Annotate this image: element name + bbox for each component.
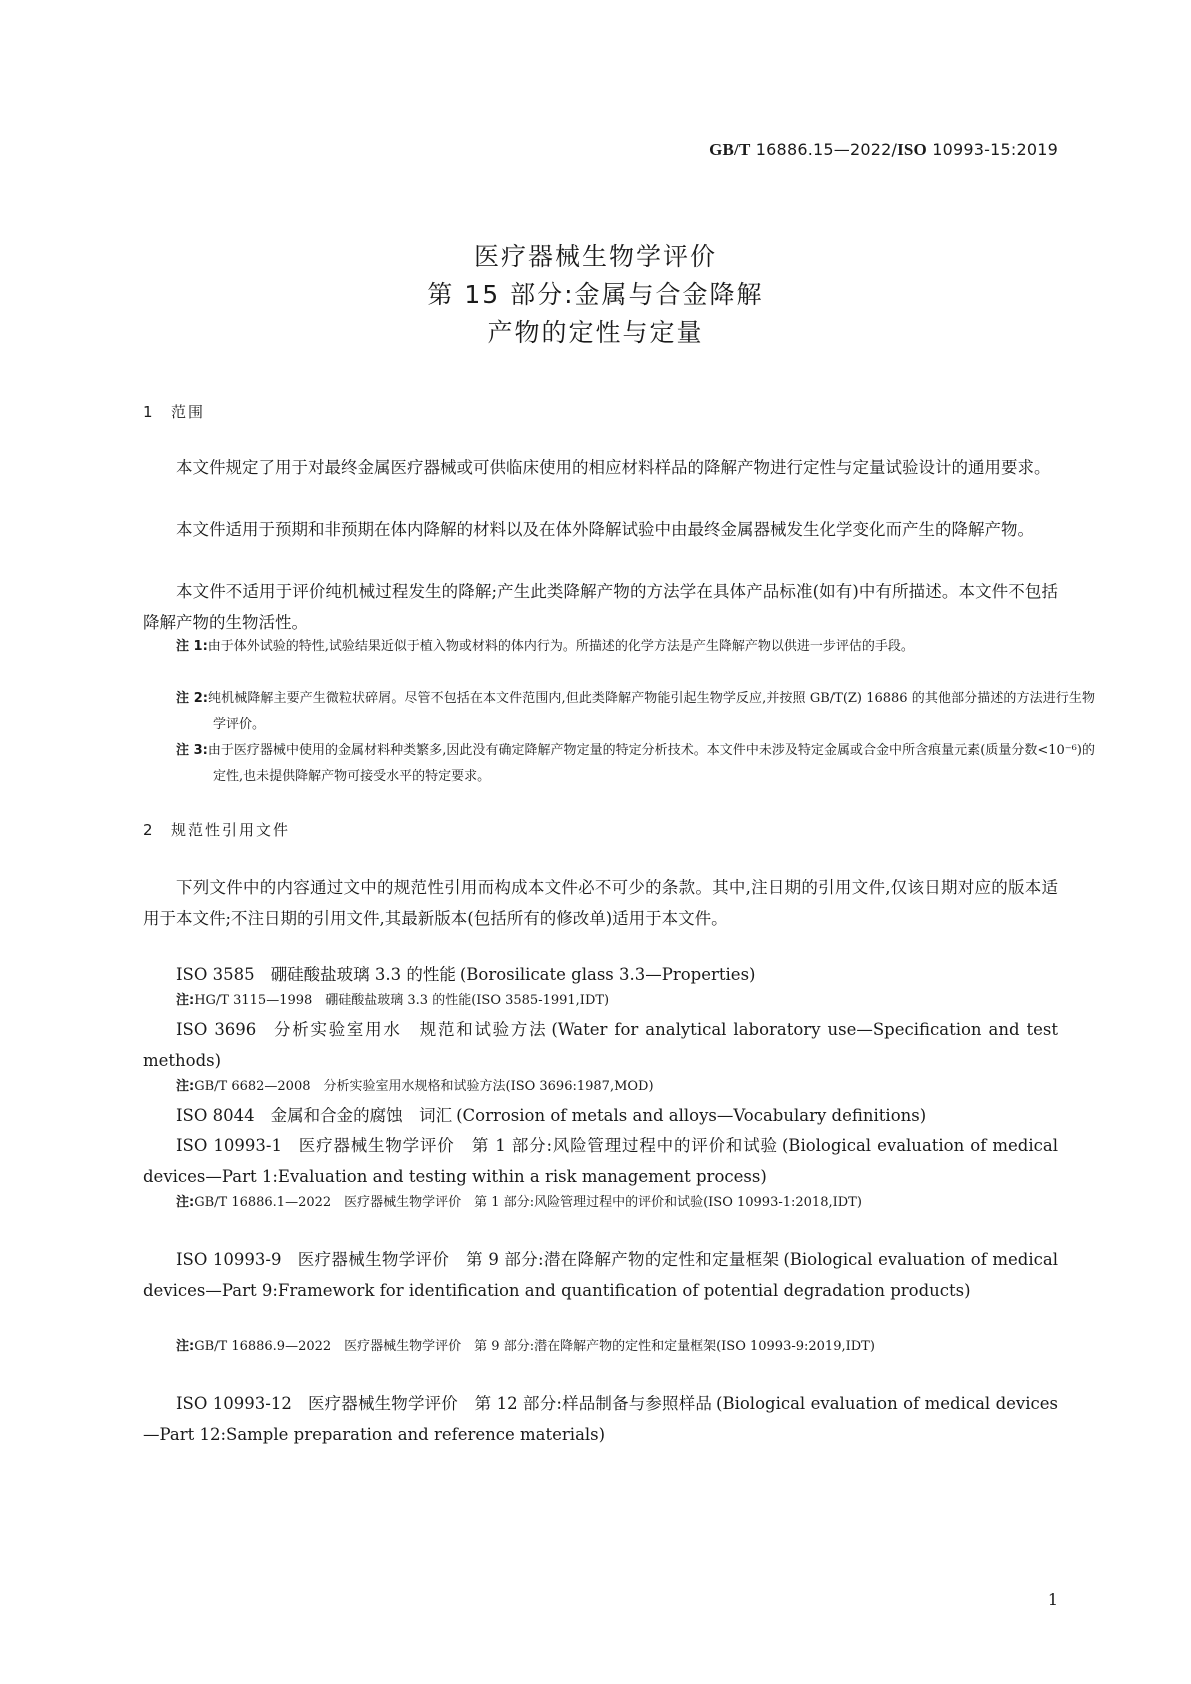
reference-note [176, 1074, 1095, 1100]
note-label: 注: [176, 1339, 195, 1354]
reference-code: ISO 10993-1 [176, 1136, 282, 1155]
scope-paragraph: 本文件适用于预期和非预期在体内降解的材料以及在体外降解试验中由最终金属器械发生化学变化而产生的降解产物。 [176, 520, 1034, 539]
reference-code: ISO 8044 [176, 1106, 255, 1125]
reference-item [143, 1014, 1058, 1076]
reference-code: ISO 3696 [176, 1020, 257, 1039]
reference-title-en: (Biological evaluation of medical devices—Part 9:Framework for identification and quantification of potential degradation products) [143, 1250, 1059, 1300]
title-line: 医疗器械生物学评价 [473, 242, 717, 271]
scope-note [176, 686, 1095, 738]
reference-item [143, 1130, 1058, 1192]
note-label: 注: [176, 1195, 195, 1210]
reference-note [176, 1334, 1095, 1360]
reference-code: ISO 3585 [176, 965, 255, 984]
note-text: GB/T 16886.1—2022 医疗器械生物学评价 第 1 部分:风险管理过程中的评价和试验(ISO 10993-1:2018,IDT) [194, 1195, 862, 1210]
title-line: 产物的定性与定量 [487, 318, 704, 347]
page-number: 1 [1047, 1590, 1058, 1609]
note-label: 注: [176, 1079, 195, 1094]
reference-title-cn: 医疗器械生物学评价 第 1 部分:风险管理过程中的评价和试验 [297, 1136, 778, 1155]
section-title: 规范性引用文件 [171, 821, 291, 839]
scope-paragraph: 本文件规定了用于对最终金属医疗器械或可供临床使用的相应材料样品的降解产物进行定性与定量试验设计的通用要求。 [176, 458, 1051, 477]
note-text: 纯机械降解主要产生微粒状碎屑。尽管不包括在本文件范围内,但此类降解产物能引起生物学反应,并按照 GB/T(Z) 16886 的其他部分描述的方法进行生物学评价。 [207, 691, 1095, 732]
note-text: 由于医疗器械中使用的金属材料种类繁多,因此没有确定降解产物定量的特定分析技术。本文件中未涉及特定金属或合金中所含痕量元素(质量分数<10⁻⁶)的定性,也未提供降解产物可接受水平的特定要求。 [207, 743, 1095, 784]
reference-title-en: (Biological evaluation of medical devices—Part 12:Sample preparation and reference materials) [143, 1394, 1059, 1444]
note-text: 由于体外试验的特性,试验结果近似于植入物或材料的体内行为。所描述的化学方法是产生降解产物以供进一步评估的手段。 [207, 639, 914, 654]
note-label: 注: [176, 993, 195, 1008]
section-number: 2 [143, 821, 153, 839]
section-heading-normative-references [143, 819, 290, 840]
iso-number: 10993-15:2019 [926, 140, 1058, 159]
reference-title-cn: 金属和合金的腐蚀 词汇 [270, 1106, 453, 1125]
standard-identifier [709, 140, 1058, 160]
title-line: 第 15 部分:金属与合金降解 [427, 280, 764, 309]
reference-item [143, 1100, 1058, 1131]
reference-title-en: (Water for analytical laboratory use—Specification and test methods) [143, 1020, 1058, 1070]
reference-title-en: (Corrosion of metals and alloys—Vocabulary definitions) [456, 1106, 927, 1125]
scope-paragraph: 本文件不适用于评价纯机械过程发生的降解;产生此类降解产物的方法学在具体产品标准(如有)中有所描述。本文件不包括降解产物的生物活性。 [143, 582, 1058, 632]
reference-note [176, 988, 1095, 1014]
scope-note [176, 634, 1095, 660]
reference-code: ISO 10993-9 [176, 1250, 282, 1269]
note-text: GB/T 6682—2008 分析实验室用水规格和试验方法(ISO 3696:1987,MOD) [194, 1079, 654, 1094]
section-heading-scope [143, 401, 205, 422]
reference-title-en: (Borosilicate glass 3.3—Properties) [459, 965, 756, 984]
reference-title-cn: 医疗器械生物学评价 第 9 部分:潜在降解产物的定性和定量框架 [297, 1250, 780, 1269]
note-label: 注 3: [176, 743, 208, 758]
note-text: GB/T 16886.9—2022 医疗器械生物学评价 第 9 部分:潜在降解产物的定性和定量框架(ISO 10993-9:2019,IDT) [194, 1339, 875, 1354]
iso-prefix: ISO [897, 140, 927, 159]
section-number: 1 [143, 403, 153, 421]
reference-title-cn: 分析实验室用水 规范和试验方法 [272, 1020, 548, 1039]
references-intro-paragraph: 下列文件中的内容通过文中的规范性引用而构成本文件必不可少的条款。其中,注日期的引用文件,仅该日期对应的版本适用于本文件;不注日期的引用文件,其最新版本(包括所有的修改单)适用于本文件。 [143, 878, 1058, 928]
reference-item [143, 959, 1058, 990]
scope-note [176, 738, 1095, 790]
reference-item [143, 1244, 1058, 1306]
document-title [0, 238, 1191, 352]
reference-note [176, 1190, 1095, 1216]
std-prefix: GB/T [709, 140, 751, 159]
reference-code: ISO 10993-12 [176, 1394, 292, 1413]
reference-title-en: (Biological evaluation of medical devices—Part 1:Evaluation and testing within a risk management process) [143, 1136, 1059, 1186]
note-text: HG/T 3115—1998 硼硅酸盐玻璃 3.3 的性能(ISO 3585-1991,IDT) [194, 993, 610, 1008]
reference-item [143, 1388, 1058, 1450]
section-title: 范围 [171, 403, 206, 421]
note-label: 注 1: [176, 639, 208, 654]
reference-title-cn: 硼硅酸盐玻璃 3.3 的性能 [270, 965, 456, 984]
std-number: 16886.15—2022/ [750, 140, 898, 159]
reference-title-cn: 医疗器械生物学评价 第 12 部分:样品制备与参照样品 [307, 1394, 713, 1413]
note-label: 注 2: [176, 691, 208, 706]
